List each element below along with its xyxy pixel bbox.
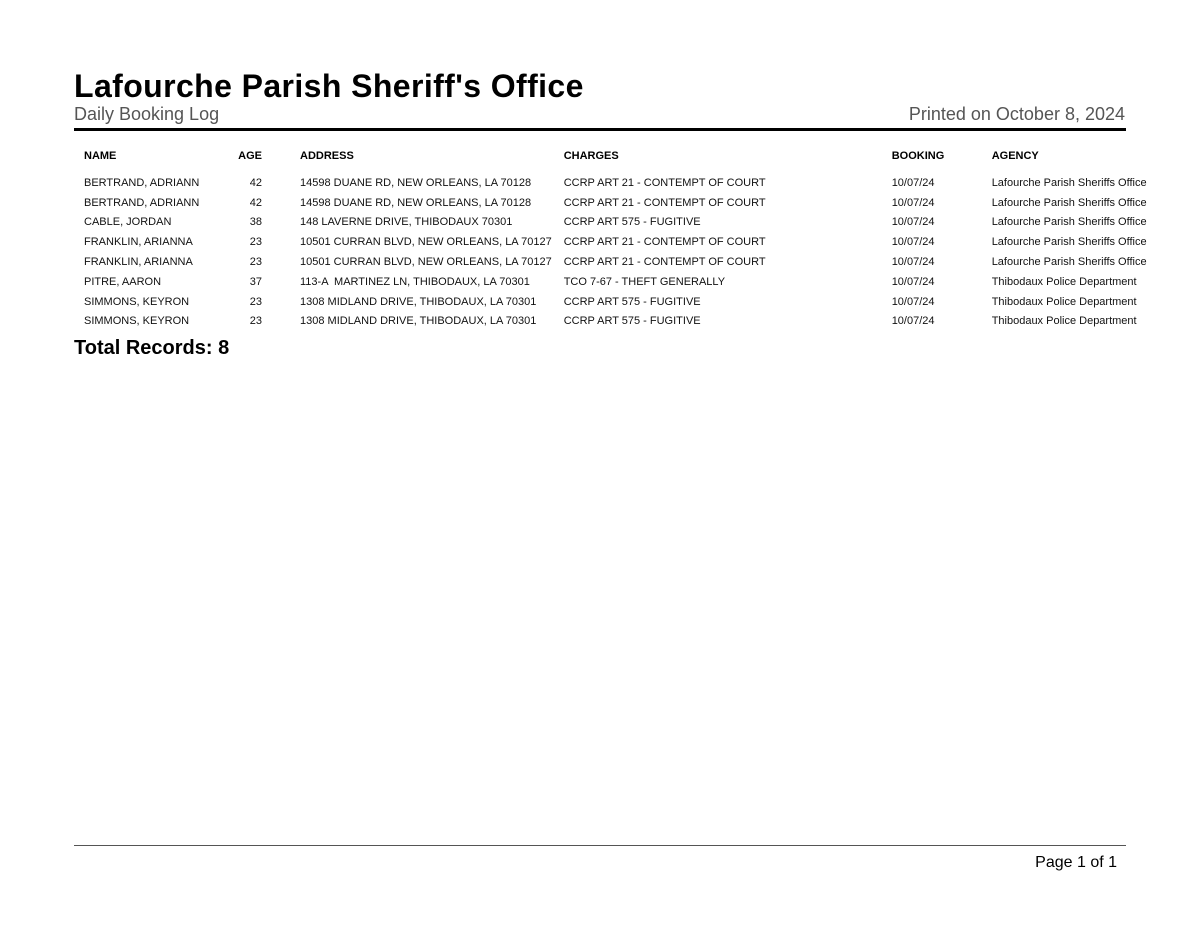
column-header-booking: BOOKING [891, 150, 945, 162]
table-row [78, 292, 1158, 312]
table-row [78, 252, 1158, 272]
cell-age: 23 [249, 315, 262, 328]
cell-charges: CCRP ART 21 - CONTEMPT OF COURT [563, 196, 766, 209]
total-records: Total Records: 8 [74, 337, 230, 359]
cell-charges: CCRP ART 21 - CONTEMPT OF COURT [563, 236, 766, 249]
cell-address: 10501 CURRAN BLVD, NEW ORLEANS, LA 70127 [300, 236, 552, 249]
column-header-charges: CHARGES [563, 150, 619, 162]
column-header-address: ADDRESS [300, 150, 354, 162]
table-row [78, 213, 1158, 233]
cell-age: 38 [249, 216, 262, 229]
cell-agency: Lafourche Parish Sheriffs Office [991, 176, 1147, 189]
cell-booking: 10/07/24 [891, 275, 935, 288]
table-row [78, 193, 1158, 213]
table-header-row [78, 144, 1158, 168]
page-title: Lafourche Parish Sheriff's Office [74, 68, 584, 104]
cell-name: CABLE, JORDAN [84, 216, 172, 229]
cell-agency: Lafourche Parish Sheriffs Office [991, 256, 1147, 269]
cell-gap [268, 193, 294, 213]
cell-charges: TCO 7-67 - THEFT GENERALLY [563, 275, 726, 288]
column-header-name: NAME [84, 150, 117, 162]
table-row [78, 272, 1158, 292]
cell-charges: CCRP ART 575 - FUGITIVE [563, 216, 701, 229]
cell-age: 23 [249, 236, 262, 249]
cell-address: 1308 MIDLAND DRIVE, THIBODAUX, LA 70301 [300, 315, 537, 328]
cell-booking: 10/07/24 [891, 256, 935, 269]
table-row [78, 173, 1158, 193]
cell-name: SIMMONS, KEYRON [84, 315, 190, 328]
cell-booking: 10/07/24 [891, 176, 935, 189]
cell-gap [268, 292, 294, 312]
cell-name: FRANKLIN, ARIANNA [84, 236, 193, 249]
cell-name: PITRE, AARON [84, 275, 162, 288]
cell-address: 14598 DUANE RD, NEW ORLEANS, LA 70128 [300, 196, 532, 209]
cell-age: 23 [249, 295, 262, 308]
cell-address: 1308 MIDLAND DRIVE, THIBODAUX, LA 70301 [300, 295, 537, 308]
cell-gap [268, 213, 294, 233]
cell-booking: 10/07/24 [891, 216, 935, 229]
cell-booking: 10/07/24 [891, 236, 935, 249]
cell-gap [268, 173, 294, 193]
cell-charges: CCRP ART 21 - CONTEMPT OF COURT [563, 256, 766, 269]
cell-gap [268, 232, 294, 252]
cell-name: FRANKLIN, ARIANNA [84, 256, 193, 269]
page-number: Page 1 of 1 [1035, 854, 1117, 871]
cell-booking: 10/07/24 [891, 196, 935, 209]
printed-date: Printed on October 8, 2024 [908, 104, 1125, 124]
cell-address: 148 LAVERNE DRIVE, THIBODAUX 70301 [300, 216, 513, 229]
cell-agency: Lafourche Parish Sheriffs Office [991, 216, 1147, 229]
cell-agency: Thibodaux Police Department [991, 315, 1137, 328]
column-gap [268, 144, 294, 168]
footer-divider [74, 845, 1126, 846]
table-row [78, 232, 1158, 252]
cell-gap [268, 272, 294, 292]
cell-agency: Lafourche Parish Sheriffs Office [991, 236, 1147, 249]
cell-age: 37 [249, 275, 262, 288]
cell-address: 113-A MARTINEZ LN, THIBODAUX, LA 70301 [300, 275, 530, 288]
cell-agency: Lafourche Parish Sheriffs Office [991, 196, 1147, 209]
cell-name: SIMMONS, KEYRON [84, 295, 190, 308]
cell-charges: CCRP ART 575 - FUGITIVE [563, 295, 701, 308]
column-header-agency: AGENCY [991, 150, 1039, 162]
booking-table [78, 144, 1158, 331]
table-row [78, 312, 1158, 332]
cell-name: BERTRAND, ADRIANN [84, 196, 200, 209]
cell-gap [268, 252, 294, 272]
cell-charges: CCRP ART 21 - CONTEMPT OF COURT [563, 176, 766, 189]
cell-booking: 10/07/24 [891, 315, 935, 328]
header-divider [74, 128, 1126, 131]
cell-address: 14598 DUANE RD, NEW ORLEANS, LA 70128 [300, 176, 532, 189]
cell-agency: Thibodaux Police Department [991, 295, 1137, 308]
cell-age: 42 [249, 176, 262, 189]
cell-age: 42 [249, 196, 262, 209]
cell-address: 10501 CURRAN BLVD, NEW ORLEANS, LA 70127 [300, 256, 552, 269]
cell-charges: CCRP ART 575 - FUGITIVE [563, 315, 701, 328]
cell-name: BERTRAND, ADRIANN [84, 176, 200, 189]
report-subtitle: Daily Booking Log [74, 104, 220, 124]
cell-booking: 10/07/24 [891, 295, 935, 308]
cell-gap [268, 312, 294, 332]
cell-agency: Thibodaux Police Department [991, 275, 1137, 288]
column-header-age: AGE [238, 150, 262, 162]
cell-age: 23 [249, 256, 262, 269]
